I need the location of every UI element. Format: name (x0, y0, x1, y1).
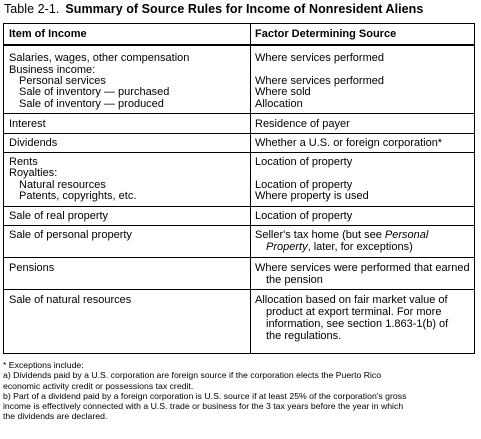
factor-text: Seller's tax home (but see (255, 229, 385, 241)
table-cell-factor (255, 241, 413, 253)
table-cell-factor: Where services performed (255, 75, 384, 87)
table-cell-item: Patents, copyrights, etc. (19, 190, 137, 202)
table-cell-factor: Location of property (255, 156, 353, 168)
table-cell-item: Dividends (9, 137, 58, 149)
table-cell-factor: Where services were performed that earned (255, 262, 470, 274)
column-divider (250, 24, 251, 353)
footnote-line: a) Dividends paid by a U.S. corporation are foreign source if the corporation elects the Puerto Rico (3, 370, 382, 381)
table-cell-factor: Residence of payer (255, 118, 350, 130)
header-factor-determining-source: Factor Determining Source (255, 28, 397, 40)
table-cell-item: Personal services (19, 75, 106, 87)
table-cell-item: Sale of real property (9, 210, 109, 222)
footnote-line: income is effectively connected with a U.S. trade or business for the 3 tax years before the year in which (3, 401, 404, 412)
row-divider (4, 289, 474, 290)
table-cell-factor: the regulations. (266, 330, 342, 342)
header-item-of-income: Item of Income (9, 28, 87, 40)
table-cell-item: Sale of natural resources (9, 294, 132, 306)
footnote-line: the dividends are declared. (3, 411, 108, 422)
table-cell-factor: Allocation (255, 98, 303, 110)
table-heading: Summary of Source Rules for Income of Nonresident Aliens (65, 2, 424, 16)
table-number: Table 2-1. (4, 2, 60, 16)
table-cell-item: Natural resources (19, 179, 106, 191)
footnote-line: economic activity credit or possessions tax credit. (3, 380, 194, 391)
table-cell-factor (255, 229, 428, 241)
cross-reference-property: Property (266, 241, 308, 253)
table-title (4, 2, 478, 18)
table-cell-item: Sale of inventory — purchased (19, 86, 170, 98)
table-cell-factor: product at export terminal. For more (266, 306, 442, 318)
table-cell-factor: Whether a U.S. or foreign corporation* (255, 137, 443, 149)
table-cell-item: Business income: (9, 64, 96, 76)
table-cell-factor: Location of property (255, 179, 353, 191)
table-cell-item: Royalties: (9, 167, 58, 179)
row-divider (4, 206, 474, 207)
row-divider (4, 113, 474, 114)
footnotes (3, 360, 479, 422)
header-divider (4, 44, 474, 46)
cross-reference-personal: Personal (384, 229, 429, 241)
row-divider (4, 133, 474, 134)
footnote-line: b) Part of a dividend paid by a foreign corporation is U.S. source if at least 25% of the corporation's gross (3, 390, 407, 401)
table-cell-factor: Allocation based on fair market value of (255, 294, 448, 306)
factor-text: , later, for exceptions) (307, 241, 413, 253)
table-cell-item: Salaries, wages, other compensation (9, 52, 190, 64)
table-cell-item: Pensions (9, 262, 55, 274)
table-cell-factor: Where property is used (255, 190, 369, 202)
table-cell-item: Sale of inventory — produced (19, 98, 164, 110)
source-rules-table (3, 23, 475, 354)
table-cell-factor: Location of property (255, 210, 353, 222)
table-cell-factor: the pension (266, 274, 323, 286)
table-cell-factor: Where services performed (255, 52, 384, 64)
table-cell-item: Sale of personal property (9, 229, 132, 241)
row-divider (4, 152, 474, 153)
row-divider (4, 225, 474, 226)
table-cell-item: Interest (9, 118, 46, 130)
table-cell-item: Rents (9, 156, 38, 168)
table-cell-factor: Where sold (255, 86, 311, 98)
footnote-line: * Exceptions include: (3, 360, 84, 370)
row-divider (4, 257, 474, 258)
table-cell-factor: information, see section 1.863-1(b) of (266, 318, 449, 330)
